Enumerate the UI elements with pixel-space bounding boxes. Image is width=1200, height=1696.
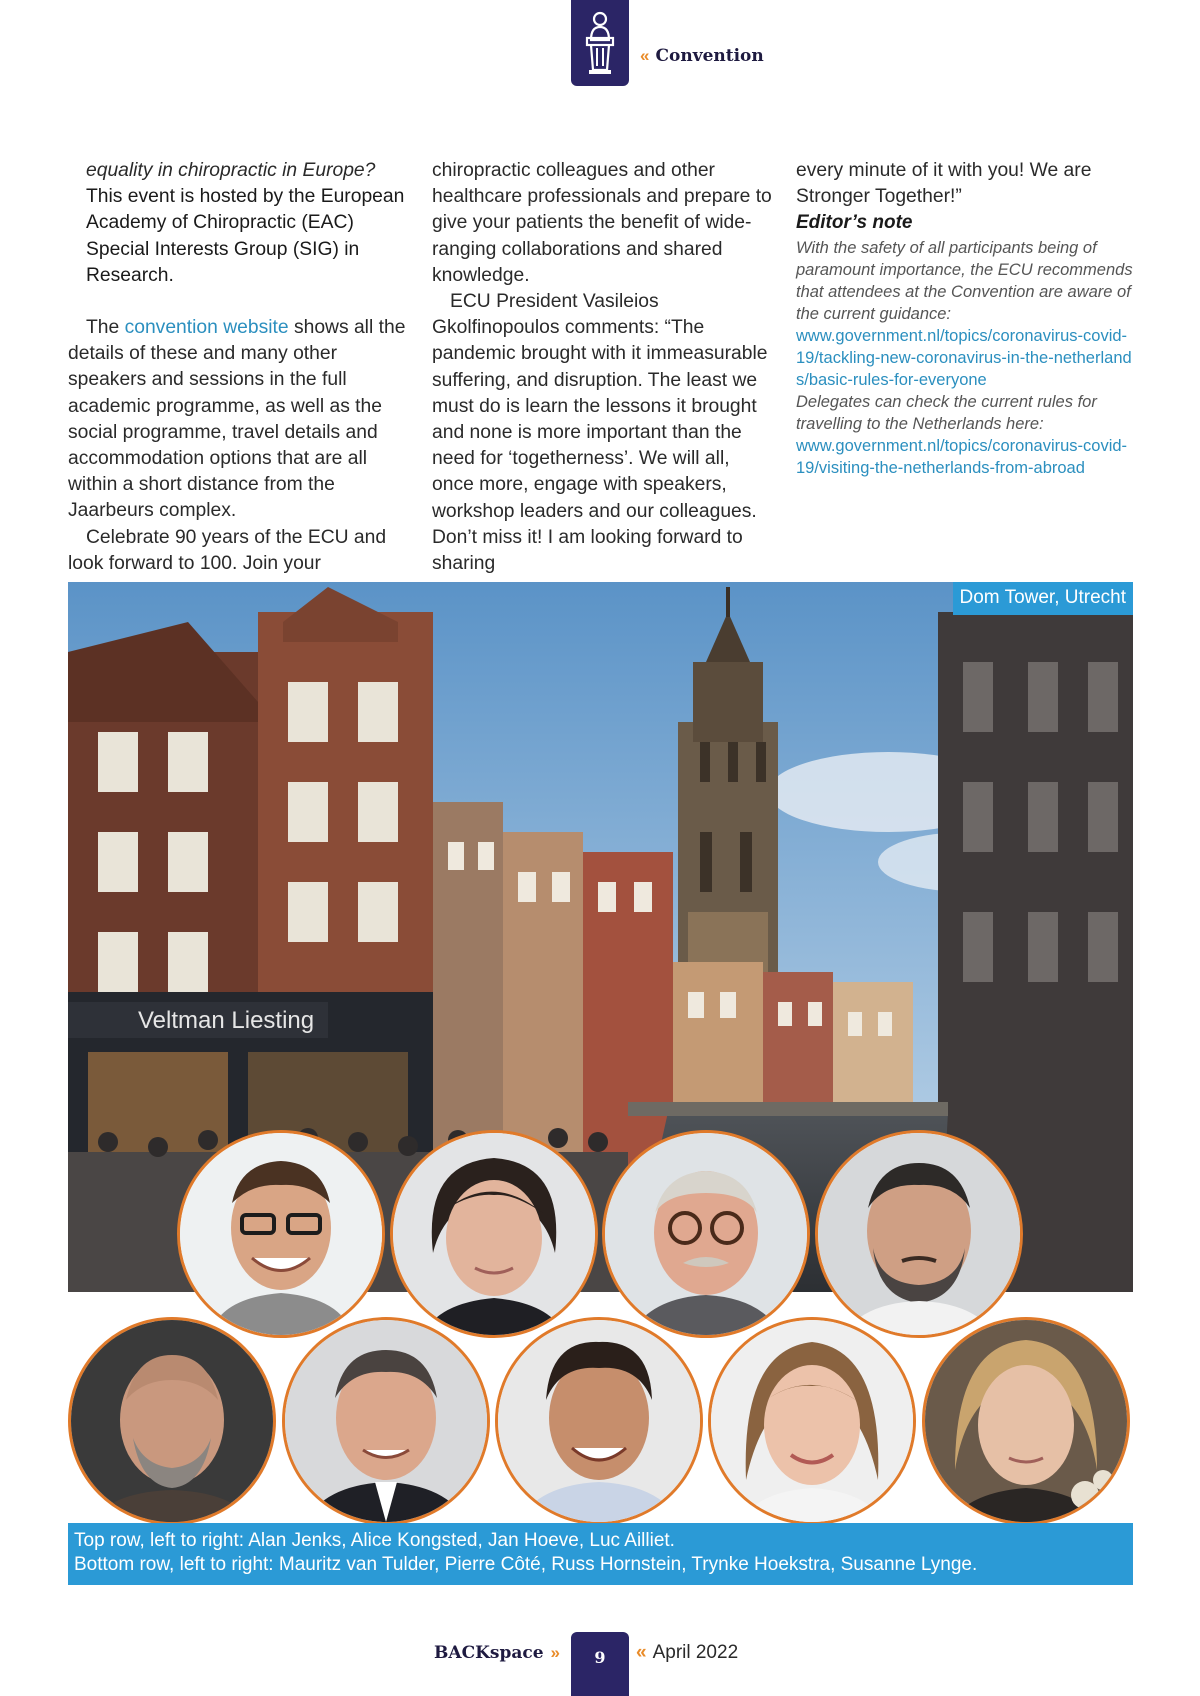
avatar-mauritz-van-tulder (68, 1317, 276, 1525)
portrait-icon (71, 1320, 273, 1522)
section-tab (571, 0, 629, 86)
editor-note-travel-text: Delegates can check the current rules for travelling to the Netherlands here: (796, 392, 1097, 433)
text-column-3 (796, 158, 1136, 479)
lead-italic-line: equality in chiropractic in Europe? (86, 160, 376, 181)
brand-name: BACKspace (434, 1643, 544, 1663)
section-label: Convention (655, 46, 764, 66)
lectern-icon (584, 10, 616, 76)
footer-date (636, 1642, 738, 1664)
caption-bottom-row: Bottom row, left to right: Mauritz van Tulder, Pierre Côté, Russ Hornstein, Trynke Hoekstra, Susanne Lynge. (74, 1554, 978, 1575)
event-host-note: This event is hosted by the European Academy of Chiropractic (EAC) Special Interests Group (SIG) in Research. (86, 186, 405, 286)
shop-sign-text: Veltman Liesting (138, 1007, 315, 1034)
editor-note-title: Editor’s note (796, 212, 913, 234)
photo-caption: Dom Tower, Utrecht (953, 582, 1133, 615)
travel-rules-link[interactable]: www.government.nl/topics/coronavirus-covid-19/visiting-the-netherlands-from-abroad (796, 436, 1128, 477)
avatar-trynke-hoekstra (708, 1317, 916, 1525)
portrait-icon (818, 1133, 1020, 1335)
avatar-jan-hoeve (602, 1130, 810, 1338)
president-quote-paragraph: ECU President Vasileios Gkolfinopoulos comments: “The pandemic brought with it immeasurable suffering, and disruption. The least we must do is learn the lessons it brought and none is more important than the need for ‘togetherness’. We will all, once more, engage with speakers, workshop leaders and our colleagues. Don’t miss it! I am looking forward to sharing (432, 291, 768, 575)
guidance-link[interactable]: www.government.nl/topics/coronavirus-covid-19/tackling-new-coronavirus-in-the-netherlands/basic-rules-for-everyone (796, 326, 1132, 389)
chevron-left-icon: « (636, 1642, 647, 1663)
page-number: 9 (571, 1632, 629, 1696)
section-title (640, 46, 764, 66)
avatar-alan-jenks (177, 1130, 385, 1338)
portrait-icon (925, 1320, 1127, 1522)
caption-top-row: Top row, left to right: Alan Jenks, Alice Kongsted, Jan Hoeve, Luc Ailliet. (74, 1530, 675, 1551)
portrait-icon (711, 1320, 913, 1522)
avatar-russ-hornstein (495, 1317, 703, 1525)
portrait-icon (180, 1133, 382, 1335)
portrait-icon (285, 1320, 487, 1522)
avatar-pierre-cote (282, 1317, 490, 1525)
avatar-luc-ailliet (815, 1130, 1023, 1338)
portrait-icon (393, 1133, 595, 1335)
convention-website-paragraph: The convention website shows all the details of these and many other speakers and sessions in the full academic programme, as well as the social programme, travel details and accommodation options that are all within a short distance from the Jaarbeurs complex. (68, 317, 406, 522)
portrait-icon (498, 1320, 700, 1522)
text-column-1 (68, 158, 408, 577)
celebrate-paragraph: Celebrate 90 years of the ECU and look forward to 100. Join your (68, 526, 387, 574)
convention-website-link[interactable]: convention website (124, 317, 289, 339)
colleagues-paragraph: chiropractic colleagues and other healthcare professionals and prepare to give your patients the benefit of wide-ranging collaborations and shared knowledge. (432, 160, 772, 286)
speakers-caption (68, 1523, 1133, 1585)
avatar-alice-kongsted (390, 1130, 598, 1338)
text-column-2 (432, 158, 772, 577)
avatar-susanne-lynge (922, 1317, 1130, 1525)
issue-date: April 2022 (652, 1642, 739, 1663)
chevron-right-icon: » (550, 1643, 560, 1662)
footer-brand (434, 1643, 560, 1663)
portrait-icon (605, 1133, 807, 1335)
editor-note-text: With the safety of all participants being of paramount importance, the ECU recommends that attendees at the Convention are aware of the current guidance: (796, 238, 1133, 323)
chevron-left-icon: « (640, 46, 650, 65)
quote-end-paragraph: every minute of it with you! We are Stronger Together!” (796, 160, 1092, 208)
